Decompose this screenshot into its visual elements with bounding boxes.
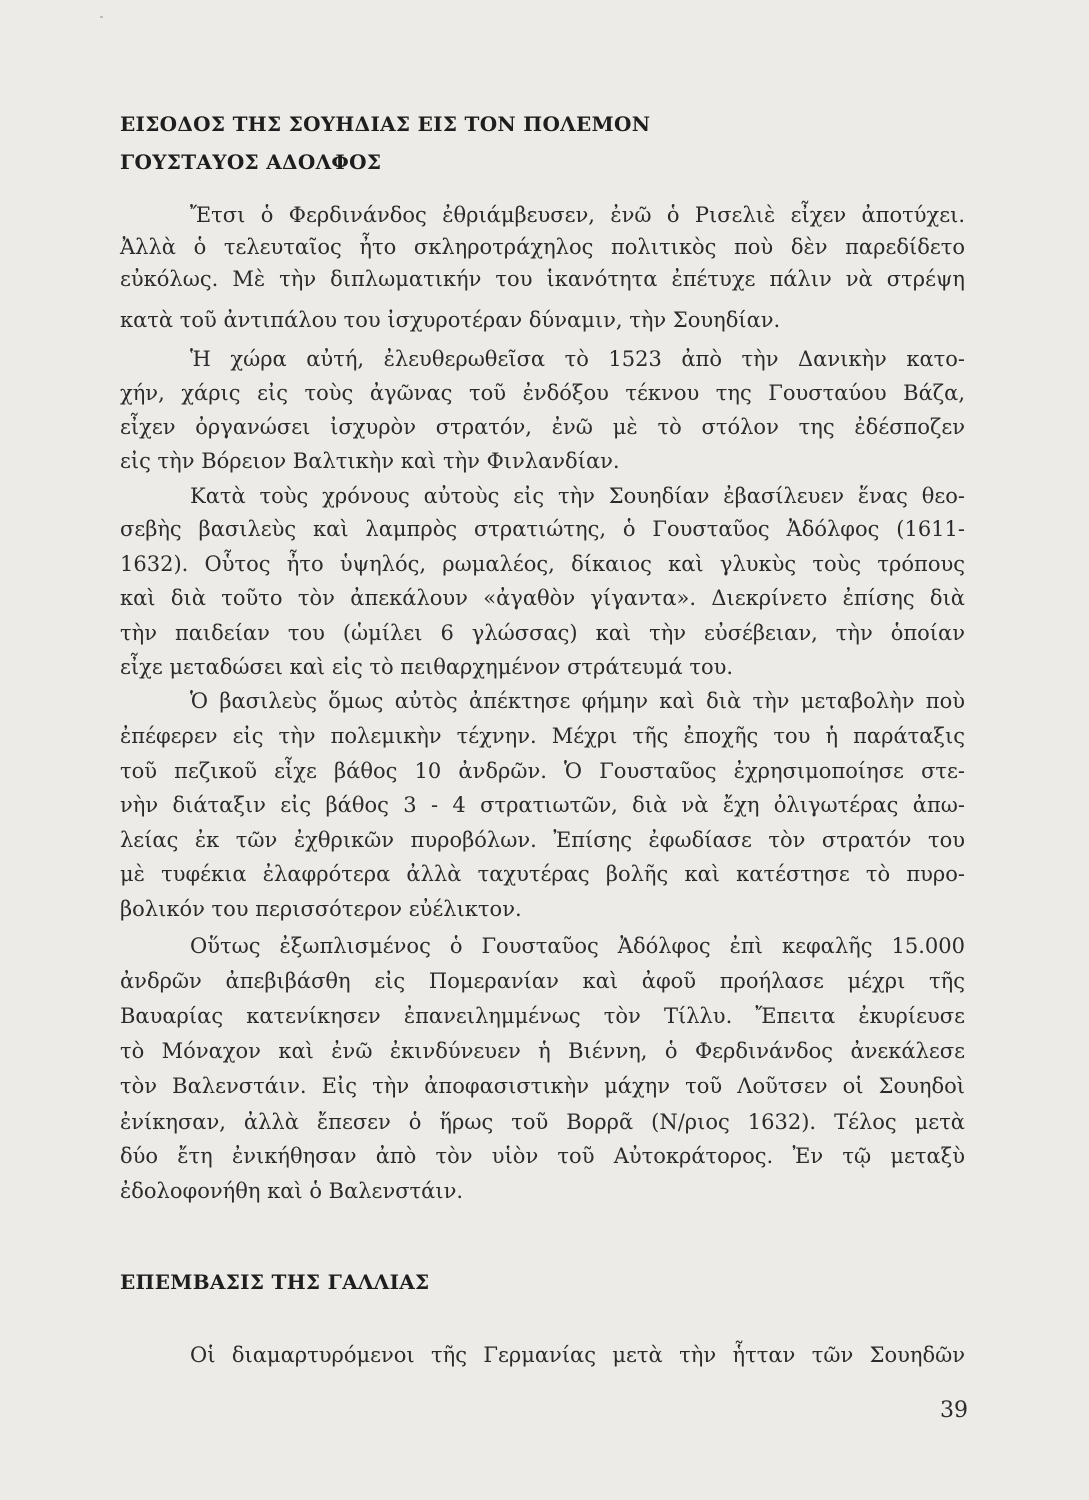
text-line: δύο ἔτη ἐνικήθησαν ἀπὸ τὸν υἱὸν τοῦ Αὐτοκράτορος. Ἐν τῷ μεταξὺ [120,1144,965,1168]
text-line: λείας ἐκ τῶν ἐχθρικῶν πυροβόλων. Ἐπίσης ἐφωδίασε τὸν στρατόν του [120,828,965,852]
text-line: ἐνίκησαν, ἀλλὰ ἔπεσεν ὁ ἥρως τοῦ Βορρᾶ (Ν/ριος 1632). Τέλος μετὰ [120,1110,965,1134]
text-line: 1632). Οὗτος ἦτο ὑψηλός, ρωμαλέος, δίκαιος καὶ γλυκὺς τοὺς τρόπους [120,552,965,576]
text-line: Βαυαρίας κατενίκησεν ἐπανειλημμένως τὸν Τίλλυ. Ἔπειτα ἐκυρίευσε [120,1004,965,1028]
text-line: εἶχεν ὀργανώσει ἰσχυρὸν στρατόν, ἐνῶ μὲ τὸ στόλον της ἐδέσποζεν [120,415,965,439]
text-line: Ὁ βασιλεὺς ὅμως αὐτὸς ἀπέκτησε φήμην καὶ διὰ τὴν μεταβολὴν ποὺ [190,689,965,713]
final-text-line: Οἱ διαμαρτυρόμενοι τῆς Γερμανίας μετὰ τὴν ἧτταν τῶν Σουηδῶν [190,1343,965,1367]
text-line: βολικόν του περισσότερον εὐέλικτον. [120,897,522,921]
text-line: τὴν παιδείαν του (ὡμίλει 6 γλώσσας) καὶ τὴν εὐσέβειαν, τὴν ὁποίαν [120,621,965,645]
text-line: Ἔτσι ὁ Φερδινάνδος ἐθριάμβευσεν, ἐνῶ ὁ Ρισελιὲ εἶχεν ἀποτύχει. [190,203,965,227]
text-line: εἰς τὴν Βόρειον Βαλτικὴν καὶ τὴν Φινλανδίαν. [120,449,620,473]
text-line: ἀνδρῶν ἀπεβιβάσθη εἰς Πομερανίαν καὶ ἀφοῦ προήλασε μέχρι τῆς [120,969,965,993]
scan-speck [100,16,103,18]
text-line: τοῦ πεζικοῦ εἶχε βάθος 10 ἀνδρῶν. Ὁ Γουσταῦος ἐχρησιμοποίησε στε- [120,759,965,783]
text-line: ἐδολοφονήθη καὶ ὁ Βαλενστάιν. [120,1179,464,1203]
text-line: Ἡ χώρα αὐτή, ἐλευθερωθεῖσα τὸ 1523 ἀπὸ τὴν Δανικὴν κατο- [190,347,965,371]
text-line: νὴν διάταξιν εἰς βάθος 3 - 4 στρατιωτῶν, διὰ νὰ ἔχη ὀλιγωτέρας ἀπω- [120,793,965,817]
text-line: εὐκόλως. Μὲ τὴν διπλωματικήν του ἱκανότητα ἐπέτυχε πάλιν νὰ στρέψη [120,267,965,291]
page-number: 39 [940,1398,968,1423]
text-line: Οὕτως ἐξωπλισμένος ὁ Γουσταῦος Ἀδόλφος ἐπὶ κεφαλῆς 15.000 [190,934,965,958]
section-heading-france-intervention: ΕΠΕΜΒΑΣΙΣ ΤΗΣ ΓΑΛΛΙΑΣ [120,1270,430,1294]
text-line: τὸ Μόναχον καὶ ἐνῶ ἐκινδύνευεν ἡ Βιέννη, ὁ Φερδινάνδος ἀνεκάλεσε [120,1039,965,1063]
text-line: καὶ διὰ τοῦτο τὸν ἀπεκάλουν «ἀγαθὸν γίγαντα». Διεκρίνετο ἐπίσης διὰ [120,586,965,610]
section-heading-sweden-entry: ΕΙΣΟΔΟΣ ΤΗΣ ΣΟΥΗΔΙΑΣ ΕΙΣ ΤΟΝ ΠΟΛΕΜΟΝ [120,112,651,136]
text-line: Ἀλλὰ ὁ τελευταῖος ἦτο σκληροτράχηλος πολιτικὸς ποὺ δὲν παρεδίδετο [120,235,965,259]
text-line: σεβὴς βασιλεὺς καὶ λαμπρὸς στρατιώτης, ὁ Γουσταῦος Ἀδόλφος (1611- [120,517,965,541]
text-line: Κατὰ τοὺς χρόνους αὐτοὺς εἰς τὴν Σουηδίαν ἐβασίλευεν ἕνας θεο- [190,484,965,508]
text-line: τὸν Βαλενστάιν. Εἰς τὴν ἀποφασιστικὴν μάχην τοῦ Λοῦτσεν οἱ Σουηδοὶ [120,1074,965,1098]
section-subheading-gustavus: ΓΟΥΣΤΑΥΟΣ ΑΔΟΛΦΟΣ [120,150,382,174]
text-line: ἐπέφερεν εἰς τὴν πολεμικὴν τέχνην. Μέχρι τῆς ἐποχῆς του ἡ παράταξις [120,724,965,748]
text-line: εἶχε μεταδώσει καὶ εἰς τὸ πειθαρχημένον στράτευμά του. [120,655,734,679]
text-line: κατὰ τοῦ ἀντιπάλου του ἰσχυροτέραν δύναμιν, τὴν Σουηδίαν. [120,308,781,332]
text-line: μὲ τυφέκια ἐλαφρότερα ἀλλὰ ταχυτέρας βολῆς καὶ κατέστησε τὸ πυρο- [120,862,965,886]
text-line: χήν, χάρις εἰς τοὺς ἀγῶνας τοῦ ἐνδόξου τέκνου της Γουσταύου Βάζα, [120,381,965,405]
